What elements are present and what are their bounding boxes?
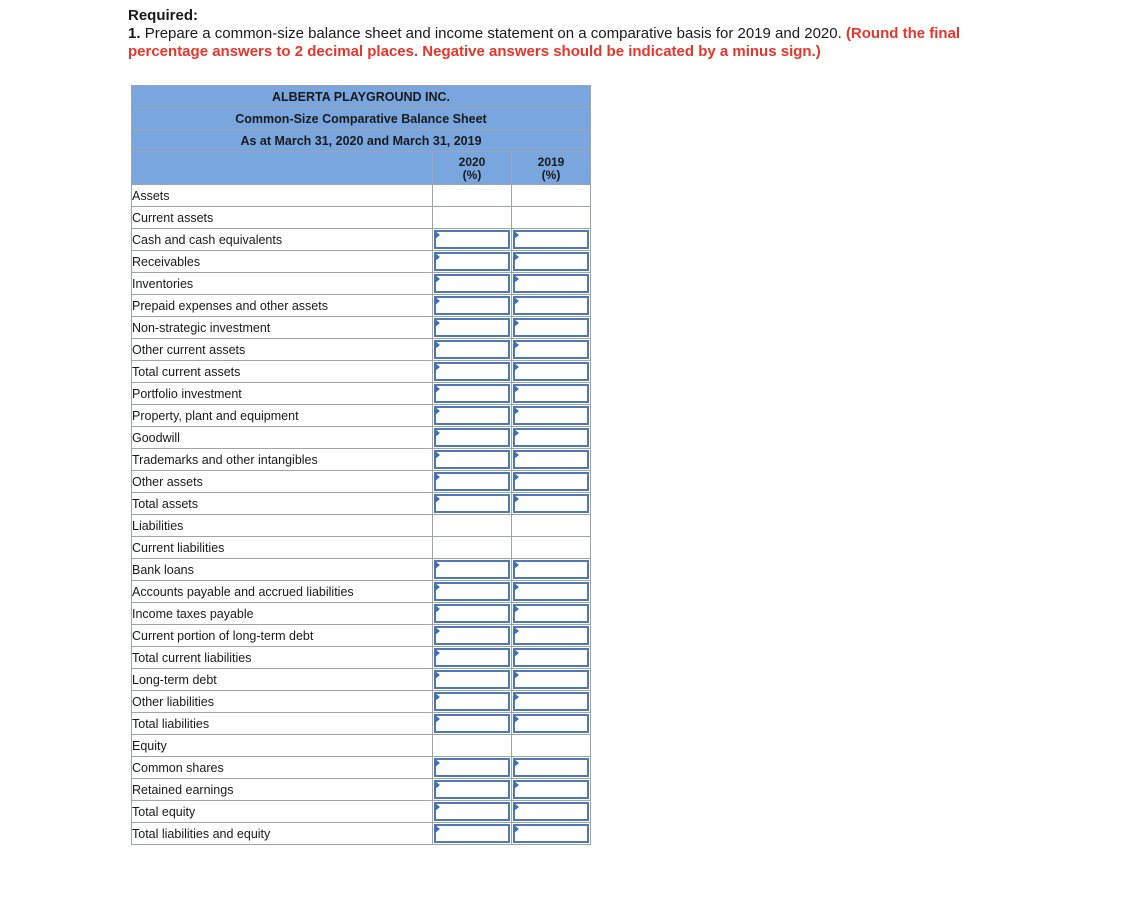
table-row xyxy=(132,339,591,361)
percent-input-2020[interactable] xyxy=(434,362,510,381)
row-label: Receivables xyxy=(132,251,433,273)
cell-2020 xyxy=(433,691,512,713)
table-row xyxy=(132,229,591,251)
row-label: Cash and cash equivalents xyxy=(132,229,433,251)
cell-2020 xyxy=(433,229,512,251)
cell-2020 xyxy=(433,449,512,471)
percent-input-2019[interactable] xyxy=(513,384,589,403)
table-row xyxy=(132,713,591,735)
percent-input-2020[interactable] xyxy=(434,472,510,491)
cell-2020 xyxy=(433,801,512,823)
cell-2019 xyxy=(512,625,591,647)
percent-input-2020[interactable] xyxy=(434,450,510,469)
cell-2019 xyxy=(512,493,591,515)
row-label: Total current liabilities xyxy=(132,647,433,669)
cell-2020 xyxy=(433,383,512,405)
percent-input-2020[interactable] xyxy=(434,648,510,667)
percent-input-2020[interactable] xyxy=(434,692,510,711)
cell-2019 xyxy=(512,317,591,339)
table-row xyxy=(132,581,591,603)
cell-2020 xyxy=(433,625,512,647)
instruction-body: Prepare a common-size balance sheet and income statement on a comparative basis for 2019 and 2020. xyxy=(144,25,842,42)
percent-input-2020[interactable] xyxy=(434,340,510,359)
cell-2020 xyxy=(433,823,512,845)
cell-2020 xyxy=(433,603,512,625)
percent-input-2020[interactable] xyxy=(434,714,510,733)
percent-input-2020[interactable] xyxy=(434,604,510,623)
cell-2020 xyxy=(433,581,512,603)
table-row xyxy=(132,669,591,691)
cell-2020 xyxy=(433,317,512,339)
row-label: Portfolio investment xyxy=(132,383,433,405)
table-row xyxy=(132,603,591,625)
percent-input-2020[interactable] xyxy=(434,582,510,601)
empty-cell-2020 xyxy=(433,735,512,757)
cell-2019 xyxy=(512,757,591,779)
percent-input-2020[interactable] xyxy=(434,274,510,293)
percent-input-2020[interactable] xyxy=(434,494,510,513)
table-row xyxy=(132,493,591,515)
percent-input-2019[interactable] xyxy=(513,714,589,733)
table-row xyxy=(132,537,591,559)
percent-input-2019[interactable] xyxy=(513,802,589,821)
cell-2020 xyxy=(433,295,512,317)
row-label: Assets xyxy=(132,185,433,207)
table-row xyxy=(132,801,591,823)
cell-2019 xyxy=(512,361,591,383)
percent-input-2019[interactable] xyxy=(513,692,589,711)
column-header-blank xyxy=(132,152,433,185)
table-row xyxy=(132,515,591,537)
row-label: Current portion of long-term debt xyxy=(132,625,433,647)
table-row xyxy=(132,251,591,273)
row-label: Property, plant and equipment xyxy=(132,405,433,427)
row-label: Total liabilities xyxy=(132,713,433,735)
table-row xyxy=(132,559,591,581)
row-label: Income taxes payable xyxy=(132,603,433,625)
year-2020: 2020 xyxy=(458,155,486,169)
statement-title: Common-Size Comparative Balance Sheet xyxy=(132,108,591,130)
cell-2019 xyxy=(512,273,591,295)
table-row xyxy=(132,185,591,207)
row-label: Current liabilities xyxy=(132,537,433,559)
cell-2019 xyxy=(512,295,591,317)
cell-2020 xyxy=(433,339,512,361)
row-label: Bank loans xyxy=(132,559,433,581)
cell-2019 xyxy=(512,559,591,581)
instruction-number: 1. xyxy=(128,25,141,42)
percent-input-2020[interactable] xyxy=(434,428,510,447)
row-label: Total equity xyxy=(132,801,433,823)
percent-input-2019[interactable] xyxy=(513,428,589,447)
row-label: Total assets xyxy=(132,493,433,515)
percent-input-2020[interactable] xyxy=(434,296,510,315)
row-label: Equity xyxy=(132,735,433,757)
percent-input-2019[interactable] xyxy=(513,252,589,271)
cell-2019 xyxy=(512,691,591,713)
cell-2019 xyxy=(512,449,591,471)
cell-2019 xyxy=(512,669,591,691)
empty-cell-2019 xyxy=(512,515,591,537)
cell-2020 xyxy=(433,405,512,427)
year-2019: 2019 xyxy=(537,155,565,169)
cell-2020 xyxy=(433,251,512,273)
percent-input-2019[interactable] xyxy=(513,560,589,579)
cell-2020 xyxy=(433,493,512,515)
row-label: Current assets xyxy=(132,207,433,229)
rounding-note: (Round the final percentage answers to 2 decimal places. Negative answers should be indicated by a minus sign.) xyxy=(128,25,961,60)
percent-input-2020[interactable] xyxy=(434,560,510,579)
percent-unit-2019: (%) xyxy=(541,168,561,182)
cell-2020 xyxy=(433,559,512,581)
row-label: Goodwill xyxy=(132,427,433,449)
row-label: Retained earnings xyxy=(132,779,433,801)
table-row xyxy=(132,823,591,845)
row-label: Accounts payable and accrued liabilities xyxy=(132,581,433,603)
percent-input-2020[interactable] xyxy=(434,758,510,777)
table-row xyxy=(132,779,591,801)
cell-2020 xyxy=(433,273,512,295)
percent-input-2019[interactable] xyxy=(513,582,589,601)
percent-input-2020[interactable] xyxy=(434,252,510,271)
row-label: Common shares xyxy=(132,757,433,779)
cell-2020 xyxy=(433,427,512,449)
percent-input-2019[interactable] xyxy=(513,824,589,843)
cell-2020 xyxy=(433,757,512,779)
percent-input-2020[interactable] xyxy=(434,670,510,689)
percent-input-2019[interactable] xyxy=(513,274,589,293)
row-label: Other liabilities xyxy=(132,691,433,713)
empty-cell-2019 xyxy=(512,207,591,229)
required-heading: Required: xyxy=(128,7,199,24)
empty-cell-2020 xyxy=(433,185,512,207)
table-row xyxy=(132,427,591,449)
cell-2020 xyxy=(433,713,512,735)
statement-date: As at March 31, 2020 and March 31, 2019 xyxy=(132,130,591,152)
percent-input-2020[interactable] xyxy=(434,318,510,337)
row-label: Trademarks and other intangibles xyxy=(132,449,433,471)
percent-input-2019[interactable] xyxy=(513,780,589,799)
column-header-2019 xyxy=(512,152,591,185)
empty-cell-2019 xyxy=(512,537,591,559)
row-label: Liabilities xyxy=(132,515,433,537)
percent-input-2019[interactable] xyxy=(513,450,589,469)
percent-input-2020[interactable] xyxy=(434,384,510,403)
row-label: Non-strategic investment xyxy=(132,317,433,339)
cell-2019 xyxy=(512,801,591,823)
cell-2019 xyxy=(512,823,591,845)
table-row xyxy=(132,317,591,339)
empty-cell-2020 xyxy=(433,207,512,229)
cell-2019 xyxy=(512,427,591,449)
row-label: Other assets xyxy=(132,471,433,493)
company-name: ALBERTA PLAYGROUND INC. xyxy=(132,86,591,108)
instruction-text xyxy=(128,25,1028,61)
cell-2019 xyxy=(512,383,591,405)
empty-cell-2020 xyxy=(433,537,512,559)
cell-2020 xyxy=(433,361,512,383)
percent-input-2020[interactable] xyxy=(434,230,510,249)
percent-input-2019[interactable] xyxy=(513,318,589,337)
percent-input-2019[interactable] xyxy=(513,362,589,381)
cell-2019 xyxy=(512,647,591,669)
percent-input-2020[interactable] xyxy=(434,824,510,843)
table-row xyxy=(132,383,591,405)
cell-2019 xyxy=(512,581,591,603)
empty-cell-2020 xyxy=(433,515,512,537)
instructions xyxy=(128,7,1028,61)
table-row xyxy=(132,273,591,295)
empty-cell-2019 xyxy=(512,735,591,757)
cell-2020 xyxy=(433,647,512,669)
cell-2019 xyxy=(512,713,591,735)
percent-input-2019[interactable] xyxy=(513,406,589,425)
table-row xyxy=(132,207,591,229)
cell-2019 xyxy=(512,471,591,493)
table-row xyxy=(132,625,591,647)
percent-input-2019[interactable] xyxy=(513,296,589,315)
table-row xyxy=(132,471,591,493)
percent-unit-2020: (%) xyxy=(462,168,482,182)
row-label: Other current assets xyxy=(132,339,433,361)
percent-input-2019[interactable] xyxy=(513,494,589,513)
percent-input-2020[interactable] xyxy=(434,406,510,425)
column-header-2020 xyxy=(433,152,512,185)
empty-cell-2019 xyxy=(512,185,591,207)
row-label: Prepaid expenses and other assets xyxy=(132,295,433,317)
percent-input-2019[interactable] xyxy=(513,604,589,623)
cell-2019 xyxy=(512,603,591,625)
table-row xyxy=(132,647,591,669)
balance-sheet-table xyxy=(131,85,591,845)
percent-input-2019[interactable] xyxy=(513,472,589,491)
row-label: Total current assets xyxy=(132,361,433,383)
cell-2020 xyxy=(433,471,512,493)
cell-2020 xyxy=(433,669,512,691)
row-label: Long-term debt xyxy=(132,669,433,691)
cell-2019 xyxy=(512,339,591,361)
cell-2020 xyxy=(433,779,512,801)
table-row xyxy=(132,449,591,471)
row-label: Total liabilities and equity xyxy=(132,823,433,845)
percent-input-2019[interactable] xyxy=(513,230,589,249)
table-row xyxy=(132,691,591,713)
percent-input-2020[interactable] xyxy=(434,626,510,645)
percent-input-2019[interactable] xyxy=(513,758,589,777)
percent-input-2019[interactable] xyxy=(513,340,589,359)
percent-input-2019[interactable] xyxy=(513,670,589,689)
cell-2019 xyxy=(512,405,591,427)
table-row xyxy=(132,361,591,383)
table-row xyxy=(132,295,591,317)
percent-input-2019[interactable] xyxy=(513,626,589,645)
cell-2019 xyxy=(512,251,591,273)
percent-input-2019[interactable] xyxy=(513,648,589,667)
table-row xyxy=(132,405,591,427)
percent-input-2020[interactable] xyxy=(434,780,510,799)
row-label: Inventories xyxy=(132,273,433,295)
cell-2019 xyxy=(512,229,591,251)
cell-2019 xyxy=(512,779,591,801)
table-row xyxy=(132,757,591,779)
table-row xyxy=(132,735,591,757)
percent-input-2020[interactable] xyxy=(434,802,510,821)
